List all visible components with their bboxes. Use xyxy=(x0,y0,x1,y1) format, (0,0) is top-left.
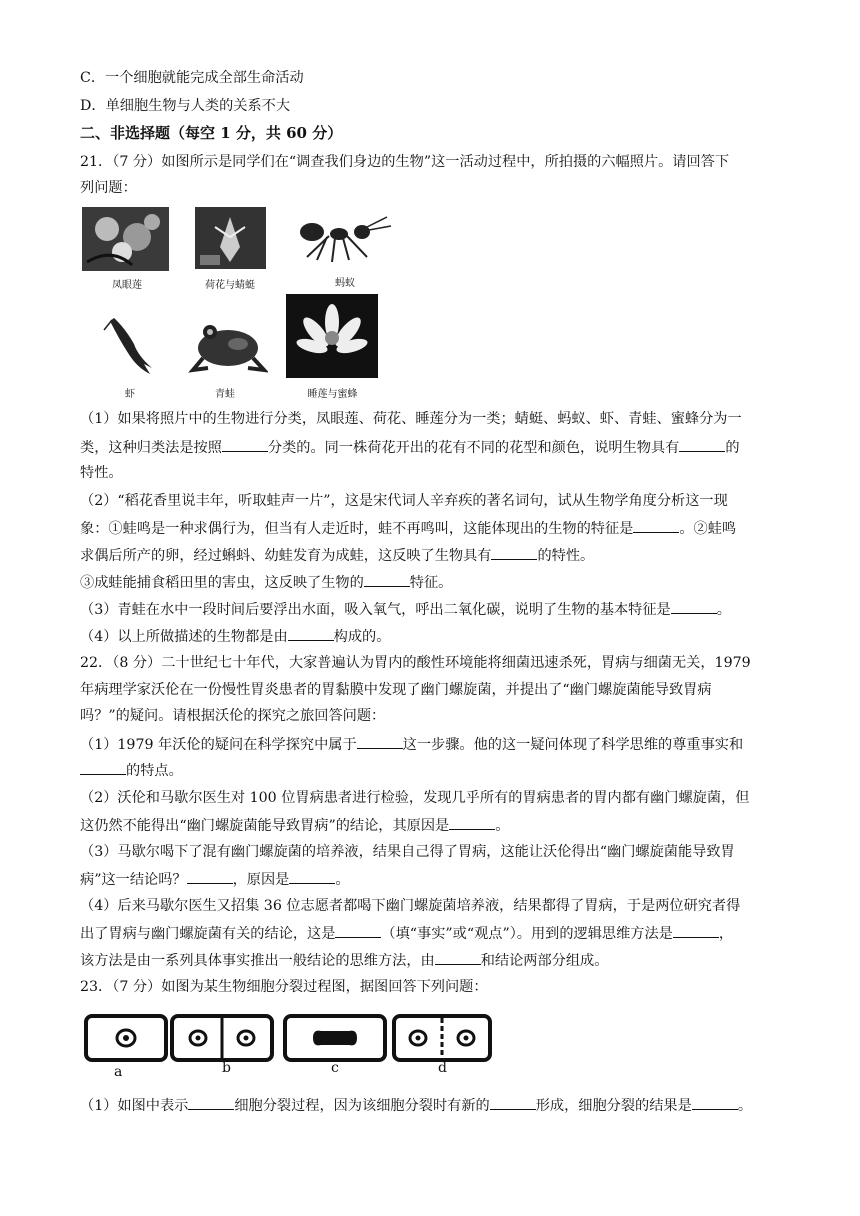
photo-frog xyxy=(188,318,268,374)
answer-blank[interactable] xyxy=(80,760,126,775)
q23-stem: 23．（7 分）如图为某生物细胞分裂过程图，据图回答下列问题： xyxy=(80,979,488,995)
photo-shrimp xyxy=(100,316,160,382)
caption-ant: 蚂蚁 xyxy=(335,278,355,289)
water-hyacinth-image xyxy=(82,207,169,271)
text: 和结论两部分组成。 xyxy=(480,953,609,969)
text: 出了胃病与幽门螺旋菌有关的结论，这是 xyxy=(80,926,336,942)
q21-stem-line2: 列问题： xyxy=(80,180,137,196)
cell-label-d: d xyxy=(438,1060,447,1076)
text: 特征。 xyxy=(409,575,453,591)
q21-2-line2 xyxy=(80,518,736,539)
text: 求偶后所产的卵，经过蝌蚪、幼蛙发育为成蛙，这反映了生物具有 xyxy=(80,548,492,564)
q22-3-line2 xyxy=(80,869,350,890)
text: 。 xyxy=(737,1098,753,1114)
answer-blank[interactable] xyxy=(188,1095,234,1110)
text: （1）1979 年沃伦的疑问在科学探究中属于 xyxy=(80,737,357,753)
text: （3）青蛙在水中一段时间后要浮出水面，吸入氧气，呼出二氧化碳，说明了生物的基本特征是 xyxy=(80,602,671,618)
text: ③成蛙能捕食稻田里的害虫，这反映了生物的 xyxy=(80,575,364,591)
q22-stem-line2: 年病理学家沃伦在一份慢性胃炎患者的胃黏膜中发现了幽门螺旋菌，并提出了“幽门螺旋菌能导致胃病 xyxy=(80,682,712,698)
text: 类，这种归类法是按照 xyxy=(80,440,222,456)
cell-a xyxy=(84,1014,168,1062)
q22-1-line1 xyxy=(80,734,743,755)
cell-label-a: a xyxy=(114,1064,123,1080)
lotus-dragonfly-image xyxy=(195,207,266,269)
q22-4-line3 xyxy=(80,950,608,971)
photo-ant xyxy=(287,212,397,267)
cell-label-b: b xyxy=(222,1060,231,1076)
text: 。 xyxy=(716,602,731,618)
q22-4-line2 xyxy=(80,923,733,944)
q21-2-line4 xyxy=(80,572,452,593)
answer-blank[interactable] xyxy=(673,923,719,938)
caption-waterlily-bee: 睡莲与蜜蜂 xyxy=(307,389,358,400)
q22-1-line2 xyxy=(80,760,183,781)
cell-label-c: c xyxy=(331,1060,339,1076)
frog-image xyxy=(188,318,268,374)
q21-1-line2 xyxy=(80,437,740,458)
answer-blank[interactable] xyxy=(222,437,268,452)
q21-stem-line1: 21．（7 分）如图所示是同学们在“调查我们身边的生物”这一活动过程中，所拍摄的六幅照片。请回答下 xyxy=(80,154,730,170)
text: 这仍然不能得出“幽门螺旋菌能导致胃病”的结论，其原因是 xyxy=(80,818,450,834)
text: 细胞分裂过程，因为该细胞分裂时有新的 xyxy=(234,1098,490,1114)
shrimp-image xyxy=(100,316,160,382)
q21-3-line1 xyxy=(80,599,731,620)
text: （1）如图中表示 xyxy=(80,1098,189,1114)
answer-blank[interactable] xyxy=(435,950,481,965)
q22-2-line1: （2）沃伦和马歇尔医生对 100 位胃病患者进行检验，发现几乎所有的胃病患者的胃内都有幽门螺旋菌，但 xyxy=(80,790,750,806)
text: ，原因是 xyxy=(232,872,290,888)
text: 。 xyxy=(495,818,510,834)
answer-blank[interactable] xyxy=(491,545,537,560)
text: ， xyxy=(718,926,734,942)
caption-lotus-dragonfly: 荷花与蜻蜓 xyxy=(205,280,255,291)
text: 。 xyxy=(335,872,350,888)
option-d: D．单细胞生物与人类的关系不大 xyxy=(80,98,291,114)
answer-blank[interactable] xyxy=(364,572,410,587)
text: 形成，细胞分裂的结果是 xyxy=(535,1098,692,1114)
text: （4）以上所做描述的生物都是由 xyxy=(80,629,288,645)
caption-water-hyacinth: 凤眼莲 xyxy=(112,280,142,291)
photo-lotus-dragonfly xyxy=(195,207,266,269)
q23-1-line1 xyxy=(80,1095,752,1116)
answer-blank[interactable] xyxy=(633,518,679,533)
text: 这一步骤。他的这一疑问体现了科学思维的尊重事实和 xyxy=(402,737,744,753)
q22-3-line1: （3）马歇尔喝下了混有幽门螺旋菌的培养液，结果自己得了胃病，这能让沃伦得出“幽门螺旋菌能导致胃 xyxy=(80,844,735,860)
q21-2-line1: （2）“稻花香里说丰年，听取蛙声一片”，这是宋代词人辛弃疾的著名词句，试从生物学角度分析这一现 xyxy=(80,493,728,509)
text: 的特点。 xyxy=(126,763,183,779)
answer-blank[interactable] xyxy=(671,599,717,614)
ant-image xyxy=(287,212,397,267)
text: （填“事实”或“观点”）。用到的逻辑思维方法是 xyxy=(381,926,673,942)
text: 象：①蛙鸣是一种求偶行为，但当有人走近时，蛙不再鸣叫，这能体现出的生物的特征是 xyxy=(80,521,634,537)
caption-frog: 青蛙 xyxy=(215,389,235,400)
cell-c xyxy=(283,1014,387,1062)
answer-blank[interactable] xyxy=(335,923,381,938)
q22-stem-line1: 22．（8 分）二十世纪七十年代，大家普遍认为胃内的酸性环境能将细菌迅速杀死，胃病与细菌无关，1979 xyxy=(80,655,751,671)
answer-blank[interactable] xyxy=(289,869,335,884)
answer-blank[interactable] xyxy=(357,734,403,749)
text: 构成的。 xyxy=(333,629,391,645)
caption-shrimp: 虾 xyxy=(125,389,135,400)
answer-blank[interactable] xyxy=(449,815,495,830)
photo-waterlily-bee xyxy=(286,294,378,378)
answer-blank[interactable] xyxy=(187,869,233,884)
text: 的 xyxy=(725,440,740,456)
photo-water-hyacinth xyxy=(82,207,169,271)
text: 。②蛙鸣 xyxy=(679,521,737,537)
q22-stem-line3: 吗？”的疑问。请根据沃伦的探究之旅回答问题： xyxy=(80,708,386,724)
q21-2-line3 xyxy=(80,545,594,566)
q21-1-line3: 特性。 xyxy=(80,465,123,481)
text: 该方法是由一系列具体事实推出一般结论的思维方法，由 xyxy=(80,953,435,969)
waterlily-bee-image xyxy=(286,294,378,378)
section-heading: 二、非选择题（每空 1 分，共 60 分） xyxy=(80,124,343,142)
answer-blank[interactable] xyxy=(679,437,725,452)
text: 病”这一结论吗？ xyxy=(80,872,187,888)
text: 分类的。同一株荷花开出的花有不同的花型和颜色，说明生物具有 xyxy=(267,440,680,456)
q21-1-line1: （1）如果将照片中的生物进行分类，凤眼莲、荷花、睡莲分为一类；蜻蜓、蚂蚁、虾、青蛙、蜜蜂分为一 xyxy=(80,411,742,427)
text: 的特性。 xyxy=(537,548,595,564)
option-c: C．一个细胞就能完成全部生命活动 xyxy=(80,70,304,86)
answer-blank[interactable] xyxy=(490,1095,536,1110)
q22-4-line1: （4）后来马歇尔医生又招集 36 位志愿者都喝下幽门螺旋菌培养液，结果都得了胃病，于是两位研究者得 xyxy=(80,898,741,914)
answer-blank[interactable] xyxy=(288,626,334,641)
cell-b xyxy=(170,1014,274,1062)
cell-d xyxy=(392,1014,492,1062)
q22-2-line2 xyxy=(80,815,509,836)
answer-blank[interactable] xyxy=(692,1095,738,1110)
q21-4-line1 xyxy=(80,626,390,647)
